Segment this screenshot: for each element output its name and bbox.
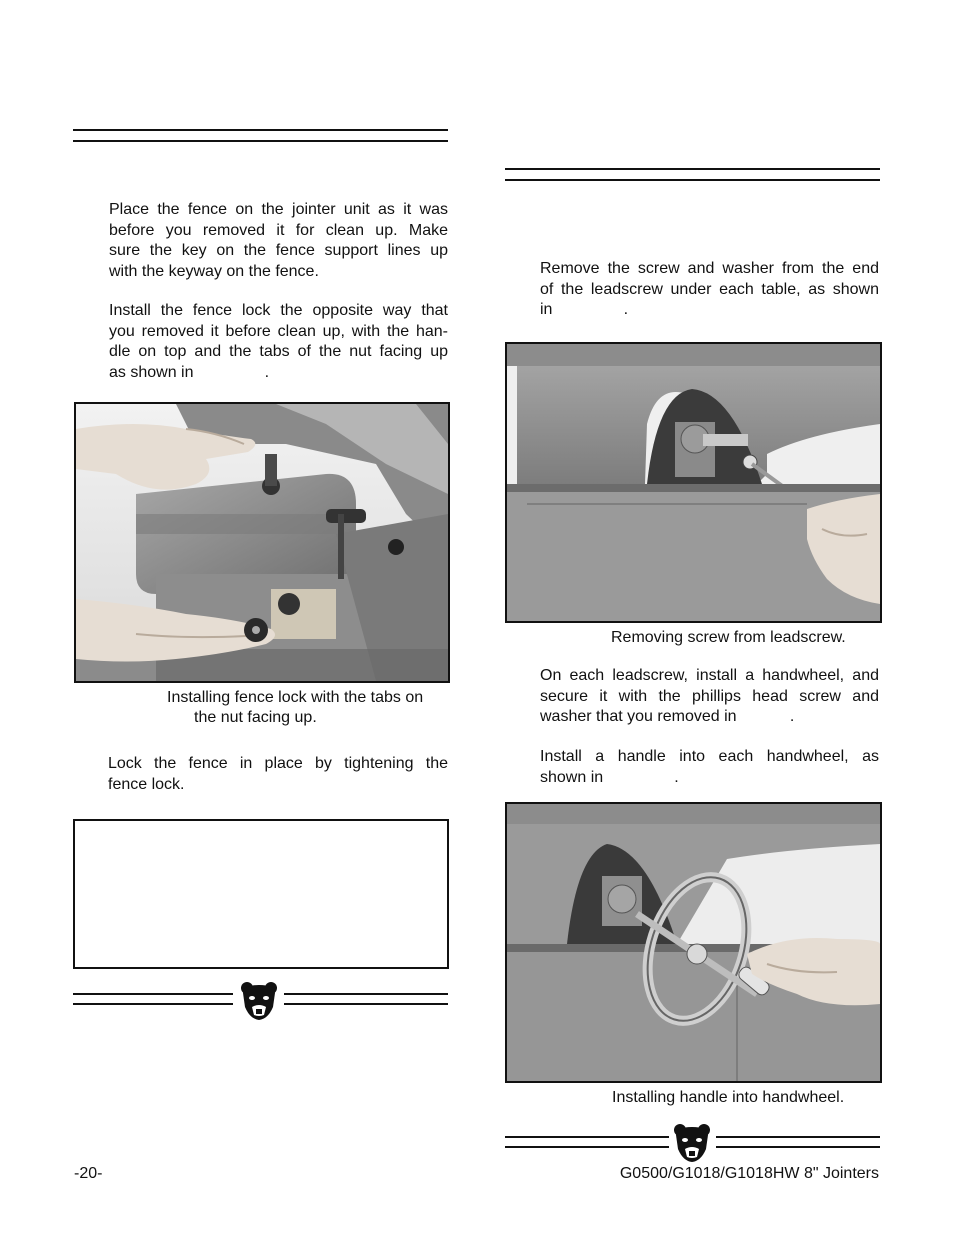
text-line: Install a handle into each handwheel, as bbox=[540, 748, 879, 765]
leadscrew-illustration bbox=[507, 344, 880, 621]
left-separator-rule-top-b bbox=[284, 993, 448, 995]
leadscrew-screw-caption: Removing screw from leadscrew. bbox=[611, 629, 846, 646]
left-separator-rule-top-a bbox=[73, 993, 233, 995]
text-line: shown in . bbox=[540, 768, 679, 786]
right-separator-rule-bottom-a bbox=[505, 1146, 669, 1148]
footer-model: G0500/G1018/G1018HW 8" Jointers bbox=[619, 1165, 879, 1182]
bear-logo-icon bbox=[673, 1123, 711, 1163]
text-line: with the keyway on the fence. bbox=[109, 262, 319, 280]
right-header-rule-bottom bbox=[505, 179, 880, 181]
right-separator-rule-top-a bbox=[505, 1136, 669, 1138]
fence-lock-illustration bbox=[76, 404, 448, 681]
handwheel-photo bbox=[505, 802, 882, 1083]
note-box bbox=[73, 819, 449, 969]
left-separator-rule-bottom-b bbox=[284, 1003, 448, 1005]
text-line: fence lock. bbox=[108, 775, 185, 793]
text-line: Lock the fence in place by tightening the bbox=[108, 755, 448, 772]
right-paragraph-1 bbox=[540, 259, 879, 321]
page-number: -20- bbox=[74, 1165, 103, 1182]
right-separator-rule-bottom-b bbox=[716, 1146, 880, 1148]
right-paragraph-3 bbox=[540, 747, 879, 788]
text-line: as shown in . bbox=[109, 363, 270, 381]
handwheel-illustration bbox=[507, 804, 880, 1081]
left-header-rule-bottom bbox=[73, 140, 448, 142]
bear-logo-icon bbox=[240, 981, 278, 1021]
text-line: sure the key on the fence support lines up bbox=[109, 242, 448, 259]
right-paragraph-2 bbox=[540, 666, 879, 728]
right-header-rule-top bbox=[505, 168, 880, 170]
caption-line: Installing fence lock with the tabs on bbox=[167, 689, 424, 706]
leadscrew-screw-photo bbox=[505, 342, 882, 623]
text-line: Install the fence lock the opposite way that bbox=[109, 302, 448, 319]
text-line: secure it with the phillips head screw and bbox=[540, 687, 879, 705]
handwheel-caption: Installing handle into handwheel. bbox=[612, 1089, 845, 1106]
left-paragraph-2 bbox=[109, 301, 448, 383]
text-line: Remove the screw and washer from the end bbox=[540, 260, 879, 277]
text-line: you removed it before clean up, with the han- bbox=[109, 322, 448, 340]
left-paragraph-1 bbox=[109, 200, 448, 282]
left-separator-rule-bottom-a bbox=[73, 1003, 233, 1005]
text-line: in . bbox=[540, 301, 629, 318]
text-line: washer that you removed in . bbox=[540, 708, 795, 725]
caption-line: the nut facing up. bbox=[194, 709, 317, 726]
fence-lock-caption bbox=[167, 688, 448, 728]
fence-lock-photo bbox=[74, 402, 450, 683]
right-separator-rule-top-b bbox=[716, 1136, 880, 1138]
text-line: Place the fence on the jointer unit as it was bbox=[109, 201, 448, 218]
text-line: of the leadscrew under each table, as shown bbox=[540, 280, 879, 298]
left-header-rule-top bbox=[73, 129, 448, 131]
text-line: before you removed it for clean up. Make bbox=[109, 221, 448, 239]
text-line: On each leadscrew, install a handwheel, and bbox=[540, 667, 879, 684]
text-line: dle on top and the tabs of the nut facing up bbox=[109, 343, 448, 360]
left-paragraph-3 bbox=[108, 754, 448, 795]
